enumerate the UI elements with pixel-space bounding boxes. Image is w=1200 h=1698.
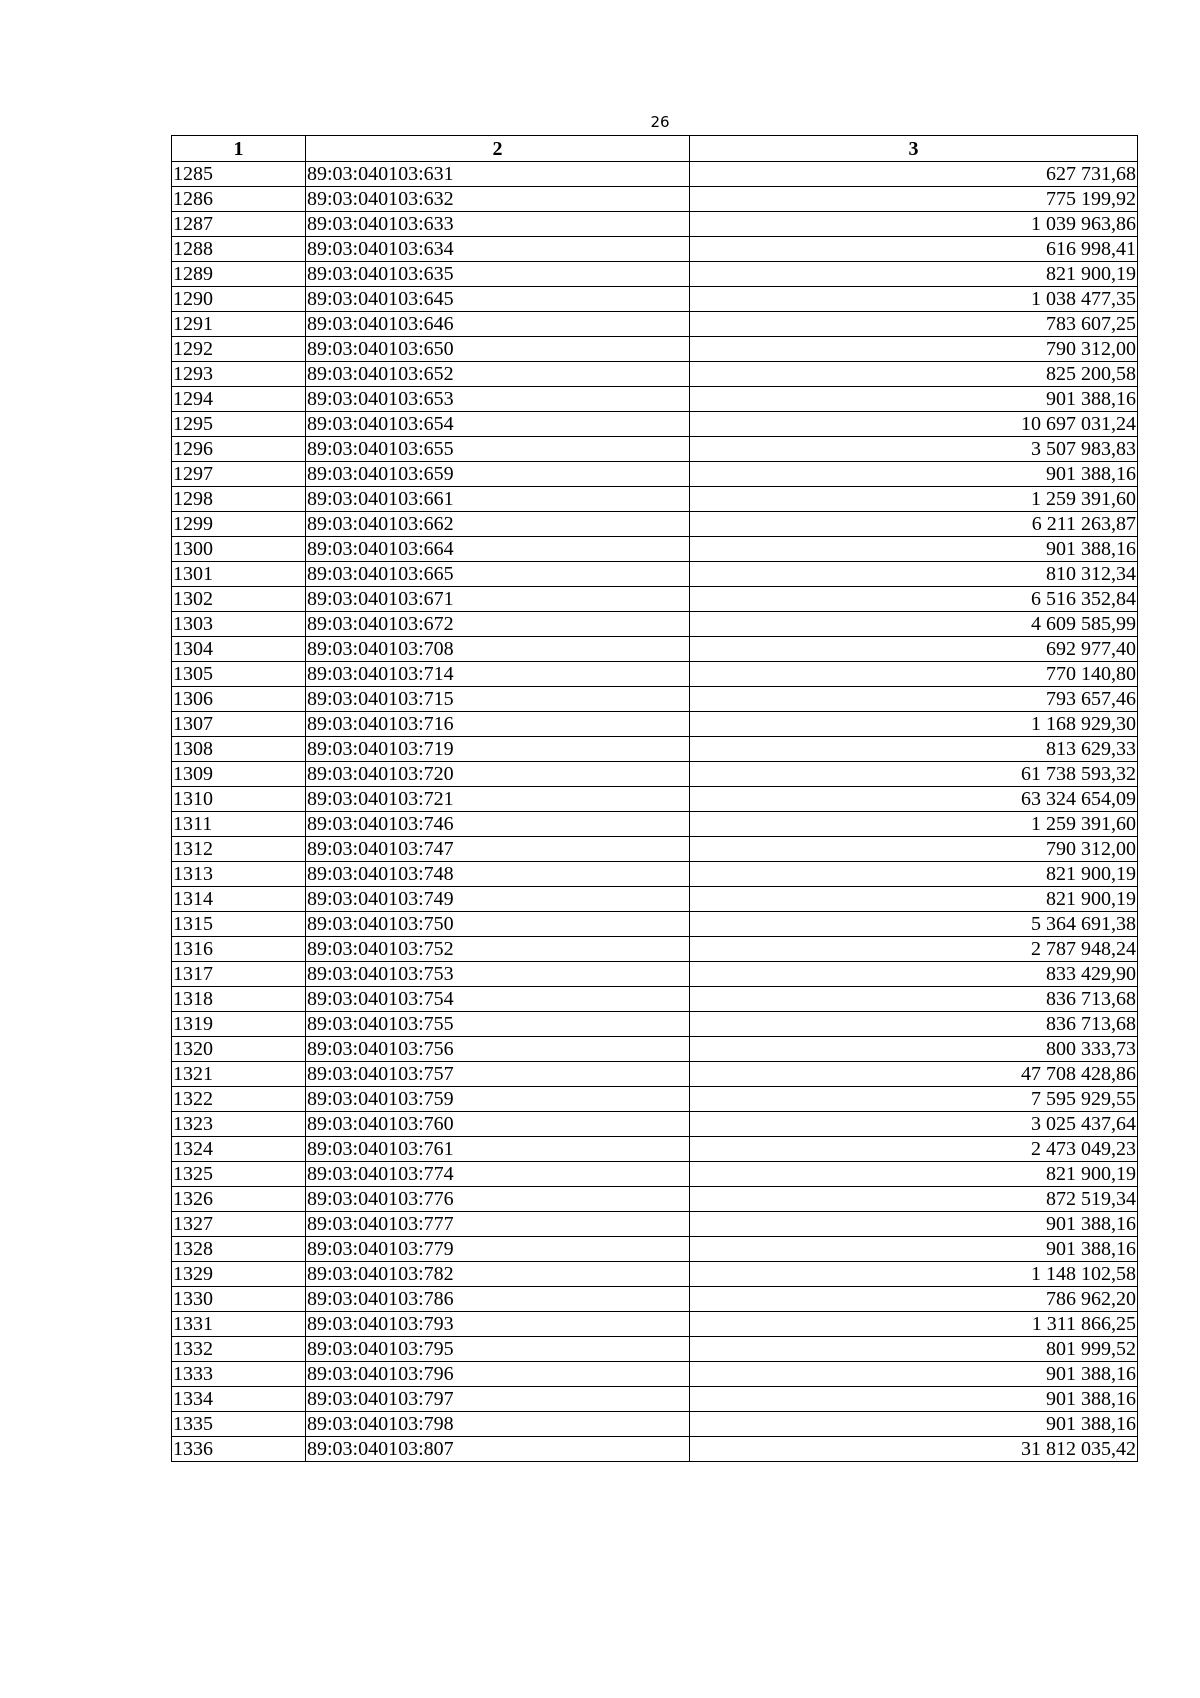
value-cell: 6 211 263,87 [690,512,1138,537]
cadastral-number-cell: 89:03:040103:715 [306,687,690,712]
table-row [172,1237,1138,1262]
column-header-1: 1 [172,136,306,162]
value-cell: 901 388,16 [690,1412,1138,1437]
table-row [172,1412,1138,1437]
table-row [172,762,1138,787]
value-cell: 1 039 963,86 [690,212,1138,237]
table-row [172,1087,1138,1112]
value-cell: 31 812 035,42 [690,1437,1138,1462]
table-row [172,912,1138,937]
cadastral-number-cell: 89:03:040103:714 [306,662,690,687]
table-row [172,837,1138,862]
row-number-cell: 1332 [172,1337,306,1362]
value-cell: 901 388,16 [690,1237,1138,1262]
value-cell: 1 168 929,30 [690,712,1138,737]
table-row [172,1162,1138,1187]
row-number-cell: 1333 [172,1362,306,1387]
table-row [172,1387,1138,1412]
table-row [172,662,1138,687]
cadastral-number-cell: 89:03:040103:664 [306,537,690,562]
row-number-cell: 1318 [172,987,306,1012]
value-cell: 790 312,00 [690,837,1138,862]
row-number-cell: 1311 [172,812,306,837]
row-number-cell: 1286 [172,187,306,212]
value-cell: 810 312,34 [690,562,1138,587]
value-cell: 1 038 477,35 [690,287,1138,312]
table-row [172,187,1138,212]
cadastral-number-cell: 89:03:040103:757 [306,1062,690,1087]
table-row [172,437,1138,462]
table-row [172,262,1138,287]
cadastral-number-cell: 89:03:040103:653 [306,387,690,412]
value-cell: 901 388,16 [690,462,1138,487]
table-row [172,362,1138,387]
table-row [172,637,1138,662]
table-row [172,237,1138,262]
table-row [172,287,1138,312]
cadastral-number-cell: 89:03:040103:665 [306,562,690,587]
row-number-cell: 1290 [172,287,306,312]
row-number-cell: 1336 [172,1437,306,1462]
value-cell: 825 200,58 [690,362,1138,387]
value-cell: 821 900,19 [690,862,1138,887]
value-cell: 836 713,68 [690,987,1138,1012]
row-number-cell: 1327 [172,1212,306,1237]
row-number-cell: 1321 [172,1062,306,1087]
value-cell: 833 429,90 [690,962,1138,987]
value-cell: 2 473 049,23 [690,1137,1138,1162]
cadastral-number-cell: 89:03:040103:756 [306,1037,690,1062]
cadastral-number-cell: 89:03:040103:749 [306,887,690,912]
row-number-cell: 1316 [172,937,306,962]
table-row [172,687,1138,712]
cadastral-number-cell: 89:03:040103:650 [306,337,690,362]
cadastral-number-cell: 89:03:040103:747 [306,837,690,862]
row-number-cell: 1291 [172,312,306,337]
value-cell: 627 731,68 [690,162,1138,187]
table-row [172,1262,1138,1287]
table-row [172,537,1138,562]
row-number-cell: 1304 [172,637,306,662]
row-number-cell: 1325 [172,1162,306,1187]
value-cell: 7 595 929,55 [690,1087,1138,1112]
row-number-cell: 1295 [172,412,306,437]
cadastral-number-cell: 89:03:040103:632 [306,187,690,212]
cadastral-number-cell: 89:03:040103:779 [306,1237,690,1262]
value-cell: 10 697 031,24 [690,412,1138,437]
table-header-row [172,136,1138,162]
value-cell: 3 025 437,64 [690,1112,1138,1137]
table-row [172,162,1138,187]
table-row [172,1212,1138,1237]
table-row [172,512,1138,537]
row-number-cell: 1301 [172,562,306,587]
value-cell: 901 388,16 [690,1362,1138,1387]
table-row [172,587,1138,612]
cadastral-number-cell: 89:03:040103:634 [306,237,690,262]
cadastral-number-cell: 89:03:040103:631 [306,162,690,187]
cadastral-number-cell: 89:03:040103:796 [306,1362,690,1387]
row-number-cell: 1302 [172,587,306,612]
row-number-cell: 1296 [172,437,306,462]
cadastral-number-cell: 89:03:040103:807 [306,1437,690,1462]
row-number-cell: 1323 [172,1112,306,1137]
value-cell: 786 962,20 [690,1287,1138,1312]
value-cell: 901 388,16 [690,537,1138,562]
value-cell: 790 312,00 [690,337,1138,362]
table-row [172,612,1138,637]
cadastral-number-cell: 89:03:040103:646 [306,312,690,337]
row-number-cell: 1285 [172,162,306,187]
data-table [171,135,1138,1462]
cadastral-number-cell: 89:03:040103:748 [306,862,690,887]
value-cell: 1 148 102,58 [690,1262,1138,1287]
row-number-cell: 1305 [172,662,306,687]
cadastral-number-cell: 89:03:040103:753 [306,962,690,987]
row-number-cell: 1330 [172,1287,306,1312]
table-row [172,1112,1138,1137]
cadastral-number-cell: 89:03:040103:793 [306,1312,690,1337]
row-number-cell: 1307 [172,712,306,737]
table-row [172,887,1138,912]
value-cell: 800 333,73 [690,1037,1138,1062]
table-row [172,1187,1138,1212]
cadastral-number-cell: 89:03:040103:760 [306,1112,690,1137]
row-number-cell: 1300 [172,537,306,562]
cadastral-number-cell: 89:03:040103:755 [306,1012,690,1037]
page-number: 26 [650,113,670,131]
value-cell: 61 738 593,32 [690,762,1138,787]
row-number-cell: 1287 [172,212,306,237]
cadastral-number-cell: 89:03:040103:672 [306,612,690,637]
value-cell: 1 259 391,60 [690,487,1138,512]
table-row [172,987,1138,1012]
value-cell: 47 708 428,86 [690,1062,1138,1087]
cadastral-number-cell: 89:03:040103:798 [306,1412,690,1437]
value-cell: 1 311 866,25 [690,1312,1138,1337]
value-cell: 2 787 948,24 [690,937,1138,962]
row-number-cell: 1328 [172,1237,306,1262]
value-cell: 872 519,34 [690,1187,1138,1212]
cadastral-number-cell: 89:03:040103:720 [306,762,690,787]
value-cell: 836 713,68 [690,1012,1138,1037]
table-row [172,212,1138,237]
row-number-cell: 1289 [172,262,306,287]
value-cell: 63 324 654,09 [690,787,1138,812]
value-cell: 1 259 391,60 [690,812,1138,837]
cadastral-number-cell: 89:03:040103:716 [306,712,690,737]
row-number-cell: 1303 [172,612,306,637]
table-row [172,312,1138,337]
table-row [172,487,1138,512]
table-row [172,1287,1138,1312]
row-number-cell: 1331 [172,1312,306,1337]
cadastral-number-cell: 89:03:040103:777 [306,1212,690,1237]
table-row [172,412,1138,437]
table-row [172,387,1138,412]
cadastral-number-cell: 89:03:040103:659 [306,462,690,487]
table-row [172,1337,1138,1362]
table-body [172,162,1138,1462]
value-cell: 801 999,52 [690,1337,1138,1362]
row-number-cell: 1315 [172,912,306,937]
table-row [172,962,1138,987]
table-row [172,737,1138,762]
row-number-cell: 1314 [172,887,306,912]
value-cell: 775 199,92 [690,187,1138,212]
row-number-cell: 1293 [172,362,306,387]
table-row [172,1312,1138,1337]
cadastral-number-cell: 89:03:040103:721 [306,787,690,812]
table-row [172,1037,1138,1062]
cadastral-number-cell: 89:03:040103:652 [306,362,690,387]
row-number-cell: 1306 [172,687,306,712]
value-cell: 821 900,19 [690,1162,1138,1187]
value-cell: 901 388,16 [690,387,1138,412]
table-row [172,562,1138,587]
value-cell: 692 977,40 [690,637,1138,662]
cadastral-number-cell: 89:03:040103:786 [306,1287,690,1312]
row-number-cell: 1298 [172,487,306,512]
column-header-2: 2 [306,136,690,162]
table-row [172,462,1138,487]
table-row [172,1012,1138,1037]
value-cell: 770 140,80 [690,662,1138,687]
value-cell: 901 388,16 [690,1212,1138,1237]
table-row [172,337,1138,362]
cadastral-number-cell: 89:03:040103:761 [306,1137,690,1162]
table-row [172,787,1138,812]
row-number-cell: 1313 [172,862,306,887]
cadastral-number-cell: 89:03:040103:746 [306,812,690,837]
row-number-cell: 1309 [172,762,306,787]
table-row [172,1437,1138,1462]
row-number-cell: 1329 [172,1262,306,1287]
cadastral-number-cell: 89:03:040103:654 [306,412,690,437]
cadastral-number-cell: 89:03:040103:645 [306,287,690,312]
value-cell: 3 507 983,83 [690,437,1138,462]
cadastral-number-cell: 89:03:040103:776 [306,1187,690,1212]
row-number-cell: 1299 [172,512,306,537]
table-row [172,862,1138,887]
value-cell: 901 388,16 [690,1387,1138,1412]
row-number-cell: 1308 [172,737,306,762]
table-row [172,812,1138,837]
table-row [172,1137,1138,1162]
table-row [172,1062,1138,1087]
cadastral-number-cell: 89:03:040103:633 [306,212,690,237]
cadastral-number-cell: 89:03:040103:661 [306,487,690,512]
row-number-cell: 1292 [172,337,306,362]
row-number-cell: 1324 [172,1137,306,1162]
row-number-cell: 1317 [172,962,306,987]
row-number-cell: 1312 [172,837,306,862]
cadastral-number-cell: 89:03:040103:635 [306,262,690,287]
cadastral-number-cell: 89:03:040103:759 [306,1087,690,1112]
row-number-cell: 1319 [172,1012,306,1037]
row-number-cell: 1297 [172,462,306,487]
cadastral-number-cell: 89:03:040103:752 [306,937,690,962]
value-cell: 616 998,41 [690,237,1138,262]
value-cell: 793 657,46 [690,687,1138,712]
cadastral-number-cell: 89:03:040103:750 [306,912,690,937]
value-cell: 813 629,33 [690,737,1138,762]
cadastral-number-cell: 89:03:040103:797 [306,1387,690,1412]
value-cell: 5 364 691,38 [690,912,1138,937]
table-row [172,712,1138,737]
row-number-cell: 1294 [172,387,306,412]
cadastral-number-cell: 89:03:040103:795 [306,1337,690,1362]
value-cell: 821 900,19 [690,887,1138,912]
row-number-cell: 1335 [172,1412,306,1437]
row-number-cell: 1288 [172,237,306,262]
cadastral-number-cell: 89:03:040103:708 [306,637,690,662]
row-number-cell: 1310 [172,787,306,812]
column-header-3: 3 [690,136,1138,162]
row-number-cell: 1322 [172,1087,306,1112]
cadastral-number-cell: 89:03:040103:754 [306,987,690,1012]
cadastral-number-cell: 89:03:040103:655 [306,437,690,462]
value-cell: 4 609 585,99 [690,612,1138,637]
value-cell: 783 607,25 [690,312,1138,337]
row-number-cell: 1320 [172,1037,306,1062]
cadastral-number-cell: 89:03:040103:662 [306,512,690,537]
cadastral-number-cell: 89:03:040103:671 [306,587,690,612]
cadastral-number-cell: 89:03:040103:774 [306,1162,690,1187]
value-cell: 821 900,19 [690,262,1138,287]
cadastral-number-cell: 89:03:040103:782 [306,1262,690,1287]
table-row [172,937,1138,962]
row-number-cell: 1326 [172,1187,306,1212]
value-cell: 6 516 352,84 [690,587,1138,612]
table-row [172,1362,1138,1387]
cadastral-number-cell: 89:03:040103:719 [306,737,690,762]
row-number-cell: 1334 [172,1387,306,1412]
